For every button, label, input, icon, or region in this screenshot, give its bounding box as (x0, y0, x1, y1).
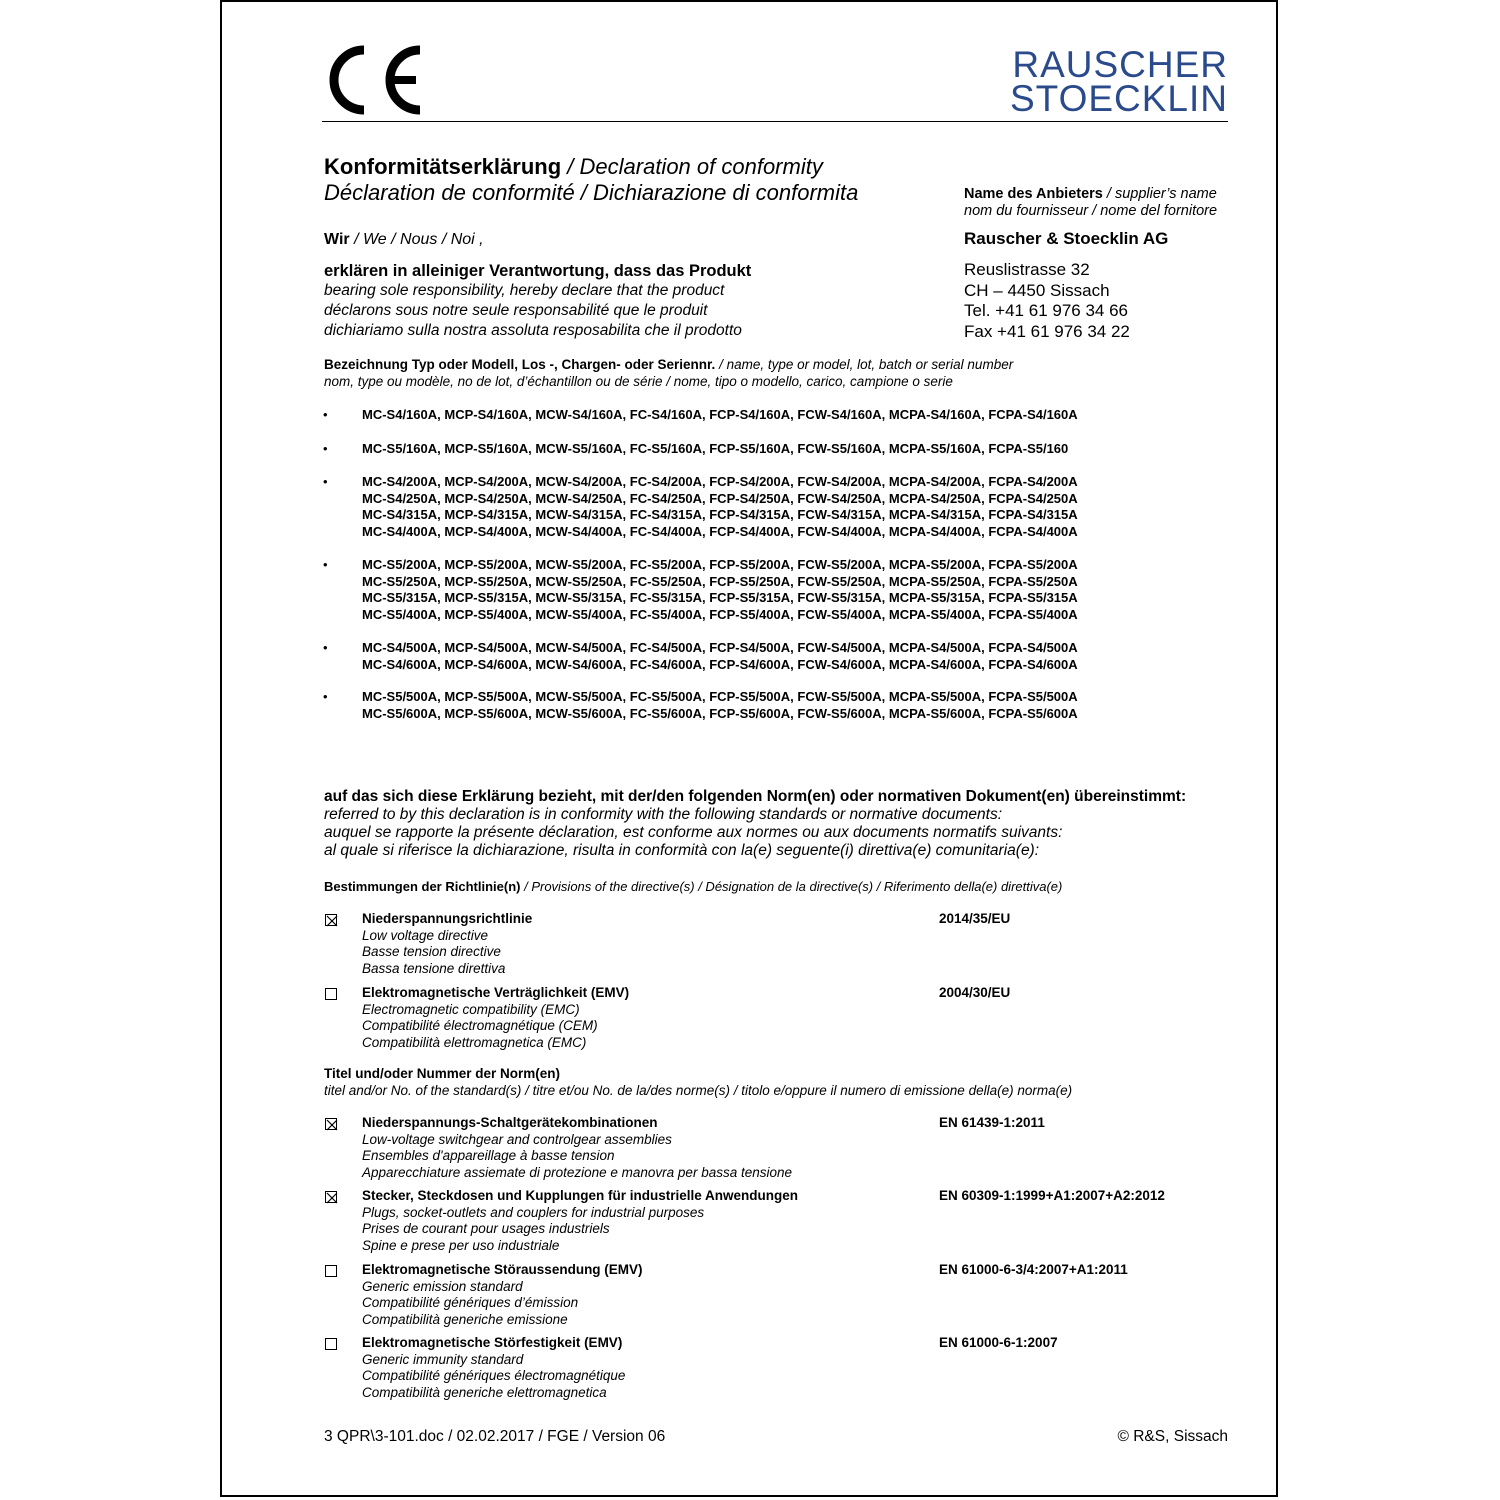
product-line: MC-S4/500A, MCP-S4/500A, MCW-S4/500A, FC-S4/500A, FCP-S4/500A, FCW-S4/500A, MCPA-S4/500A, FCPA-S4/500A (362, 640, 1078, 655)
supplier-street: Reuslistrasse 32 (964, 260, 1090, 279)
standard-en: Generic emission standard (362, 1278, 523, 1294)
standard-title: Elektromagnetische Störfestigkeit (EMV) (362, 1335, 623, 1350)
supplier-name: Rauscher & Stoecklin AG (964, 229, 1169, 248)
product-line: MC-S4/250A, MCP-S4/250A, MCW-S4/250A, FC-S4/250A, FCP-S4/250A, FCW-S4/250A, MCPA-S4/250A, FCPA-S4/250A (362, 490, 1078, 506)
standard-title: Stecker, Steckdosen und Kupplungen für industrielle Anwendungen (362, 1188, 799, 1203)
logo-line-2: STOECKLIN (1009, 78, 1228, 119)
standard-en: Generic immunity standard (362, 1351, 524, 1367)
product-line: MC-S4/400A, MCP-S4/400A, MCW-S4/400A, FC-S4/400A, FCP-S4/400A, FCW-S4/400A, MCPA-S4/400A, FCPA-S4/400A (362, 523, 1078, 539)
title-de: Konformitätserklärung (324, 154, 562, 179)
checkbox-unchecked[interactable] (325, 1265, 337, 1277)
standard-en: Low-voltage switchgear and controlgear assemblies (362, 1131, 672, 1147)
directive-title: Elektromagnetische Verträglichkeit (EMV) (362, 985, 630, 1000)
directive-title: Niederspannungsrichtlinie (362, 911, 533, 926)
designation-en: / name, type or model, lot, batch or serial number (719, 357, 1014, 372)
standard-item (362, 1262, 643, 1328)
conformity-fr: auquel se rapporte la présente déclaration, est conforme aux normes ou aux documents normatifs suivants: (324, 824, 1063, 841)
supplier-fax: Fax +41 61 976 34 22 (964, 321, 1130, 341)
bullet: • (323, 441, 328, 456)
designation-fr-it: nom, type ou modèle, no de lot, d’échantillon ou de série / nome, tipo o modello, carico, campione o serie (324, 373, 953, 389)
bullet: • (323, 689, 328, 704)
directive-code: 2004/30/EU (939, 985, 1011, 1000)
declare-fr: déclarons sous notre seule responsabilité que le produit (324, 302, 708, 319)
bullet: • (323, 474, 328, 489)
standard-it: Compatibilità generiche elettromagnetica (362, 1384, 607, 1400)
footer-doc-ref: 3 QPR\3-101.doc / 02.02.2017 / FGE / Version 06 (324, 1428, 666, 1445)
company-logo (992, 44, 1228, 119)
product-line: MC-S5/250A, MCP-S5/250A, MCW-S5/250A, FC-S5/250A, FCP-S5/250A, FCW-S5/250A, MCPA-S5/250A, FCPA-S5/250A (362, 573, 1078, 589)
directive-it: Bassa tensione direttiva (362, 960, 506, 976)
standard-en: Plugs, socket-outlets and couplers for industrial purposes (362, 1204, 705, 1220)
standard-it: Spine e prese per uso industriale (362, 1237, 560, 1253)
directive-item (362, 911, 532, 977)
declare-en: bearing sole responsibility, hereby declare that the product (324, 282, 725, 299)
supplier-label-fr-it: nom du fournisseur / nome del fornitore (964, 202, 1218, 219)
directive-en: Low voltage directive (362, 927, 489, 943)
standard-fr: Compatibilité génériques électromagnétique (362, 1368, 626, 1383)
product-line: MC-S5/400A, MCP-S5/400A, MCW-S5/400A, FC-S5/400A, FCP-S5/400A, FCW-S5/400A, MCPA-S5/400A, FCPA-S5/400A (362, 606, 1078, 622)
standard-code: EN 60309-1:1999+A1:2007+A2:2012 (939, 1188, 1165, 1203)
directive-item (362, 985, 629, 1051)
directive-code: 2014/35/EU (939, 911, 1011, 926)
directive-fr: Compatibilité électromagnétique (CEM) (362, 1018, 598, 1033)
standard-item (362, 1188, 798, 1254)
product-group-5 (362, 640, 1078, 673)
product-group-4 (362, 557, 1078, 623)
logo-line-1: RAUSCHER (1012, 44, 1228, 85)
standard-item (362, 1115, 792, 1181)
conformity-it: al quale si riferisce la dichiarazione, risulta in conformità con la(e) seguente(i) direttiva(e) comunitaria(e): (324, 842, 1040, 859)
checkbox-unchecked[interactable] (325, 988, 337, 1000)
conformity-en: referred to by this declaration is in conformity with the following standards or normative documents: (324, 806, 1003, 823)
norm-title-heading (324, 1066, 1072, 1099)
product-group-6 (362, 689, 1078, 722)
directive-fr: Basse tension directive (362, 944, 501, 959)
directive-en: Electromagnetic compatibility (EMC) (362, 1001, 580, 1017)
product-line: MC-S4/315A, MCP-S4/315A, MCW-S4/315A, FC-S4/315A, FCP-S4/315A, FCW-S4/315A, MCPA-S4/315A, FCPA-S4/315A (362, 507, 1078, 522)
norm-title-others: titel and/or No. of the standard(s) / titre et/ou No. de la/des norme(s) / titolo e/oppure il numero di emissione della(e) norma(e) (324, 1082, 1073, 1098)
ce-mark-icon (326, 44, 426, 121)
standard-fr: Prises de courant pour usages industriels (362, 1221, 610, 1236)
standard-code: EN 61000-6-1:2007 (939, 1335, 1058, 1350)
product-line: MC-S5/200A, MCP-S5/200A, MCW-S5/200A, FC-S5/200A, FCP-S5/200A, FCW-S5/200A, MCPA-S5/200A, FCPA-S5/200A (362, 557, 1078, 572)
declare-it: dichiariamo sulla nostra assoluta resposabilita che il prodotto (324, 322, 742, 339)
bullet: • (323, 557, 328, 572)
footer-copyright: © R&S, Sissach (1117, 1428, 1228, 1445)
product-line: MC-S4/600A, MCP-S4/600A, MCW-S4/600A, FC-S4/600A, FCP-S4/600A, FCW-S4/600A, MCPA-S4/600A, FCPA-S4/600A (362, 656, 1078, 672)
provisions-de: Bestimmungen der Richtlinie(n) (324, 879, 521, 894)
bullet: • (323, 407, 328, 422)
standard-title: Niederspannungs-Schaltgerätekombinationen (362, 1115, 658, 1130)
directive-it: Compatibilità elettromagnetica (EMC) (362, 1034, 587, 1050)
header-divider (322, 121, 1228, 122)
standard-code: EN 61439-1:2011 (939, 1115, 1045, 1130)
check-x-icon (326, 1192, 338, 1204)
checkbox-unchecked[interactable] (325, 1338, 337, 1350)
supplier-tel: Tel. +41 61 976 34 66 (964, 301, 1128, 320)
supplier-label-de: Name des Anbieters (964, 186, 1103, 202)
standard-item (362, 1335, 625, 1401)
title-fr-it: Déclaration de conformité / Dichiarazione di conformita (324, 180, 859, 205)
check-x-icon (326, 915, 338, 927)
product-line: MC-S5/600A, MCP-S5/600A, MCW-S5/600A, FC-S5/600A, FCP-S5/600A, FCW-S5/600A, MCPA-S5/600A, FCPA-S5/600A (362, 705, 1078, 721)
supplier-address (964, 260, 1130, 342)
declare-de: erklären in alleiniger Verantwortung, dass das Produkt (324, 262, 752, 280)
designation-heading (324, 357, 1013, 390)
norm-title-de: Titel und/oder Nummer der Norm(en) (324, 1066, 561, 1081)
standard-title: Elektromagnetische Störaussendung (EMV) (362, 1262, 643, 1277)
product-group-2 (362, 441, 1068, 458)
checkbox-checked[interactable] (325, 1118, 337, 1130)
checkbox-checked[interactable] (325, 1191, 337, 1203)
provisions-heading (324, 879, 1062, 896)
we-de: Wir (324, 231, 350, 248)
standard-code: EN 61000-6-3/4:2007+A1:2011 (939, 1262, 1128, 1277)
product-line: MC-S5/500A, MCP-S5/500A, MCW-S5/500A, FC-S5/500A, FCP-S5/500A, FCW-S5/500A, MCPA-S5/500A, FCPA-S5/500A (362, 689, 1078, 704)
product-line: MC-S4/160A, MCP-S4/160A, MCW-S4/160A, FC-S4/160A, FCP-S4/160A, FCW-S4/160A, MCPA-S4/160A, FCPA-S4/160A (362, 407, 1078, 422)
standard-fr: Compatibilité génériques d’émission (362, 1295, 579, 1310)
document-title (324, 154, 858, 206)
conformity-statement (324, 788, 1186, 860)
product-line: MC-S4/200A, MCP-S4/200A, MCW-S4/200A, FC-S4/200A, FCP-S4/200A, FCW-S4/200A, MCPA-S4/200A, FCPA-S4/200A (362, 474, 1078, 489)
check-x-icon (326, 1119, 338, 1131)
provisions-others: / Provisions of the directive(s) / Désignation de la directive(s) / Riferimento della(e) direttiva(e) (524, 879, 1063, 894)
declaration-statement (324, 261, 751, 341)
checkbox-checked[interactable] (325, 914, 337, 926)
standard-fr: Ensembles d'appareillage à basse tension (362, 1148, 615, 1163)
supplier-city: CH – 4450 Sissach (964, 280, 1110, 300)
bullet: • (323, 640, 328, 655)
product-line: MC-S5/315A, MCP-S5/315A, MCW-S5/315A, FC-S5/315A, FCP-S5/315A, FCW-S5/315A, MCPA-S5/315A, FCPA-S5/315A (362, 590, 1078, 605)
standard-it: Compatibilità generiche emissione (362, 1311, 568, 1327)
we-line (324, 230, 484, 250)
standard-it: Apparecchiature assiemate di protezione e manovra per bassa tensione (362, 1164, 793, 1180)
title-en: / Declaration of conformity (567, 154, 823, 179)
conformity-de: auf das sich diese Erklärung bezieht, mit der/den folgenden Norm(en) oder normativen Dokument(en) übereinstimmt: (324, 788, 1187, 805)
supplier-label (964, 186, 1217, 219)
we-others: / We / Nous / Noi , (354, 231, 484, 248)
product-line: MC-S5/160A, MCP-S5/160A, MCW-S5/160A, FC-S5/160A, FCP-S5/160A, FCW-S5/160A, MCPA-S5/160A, FCPA-S5/160 (362, 441, 1069, 456)
product-group-3 (362, 474, 1078, 540)
product-group-1 (362, 407, 1078, 424)
designation-de: Bezeichnung Typ oder Modell, Los -, Chargen- oder Seriennr. (324, 357, 716, 372)
supplier-label-en: / supplier’s name (1106, 186, 1217, 202)
